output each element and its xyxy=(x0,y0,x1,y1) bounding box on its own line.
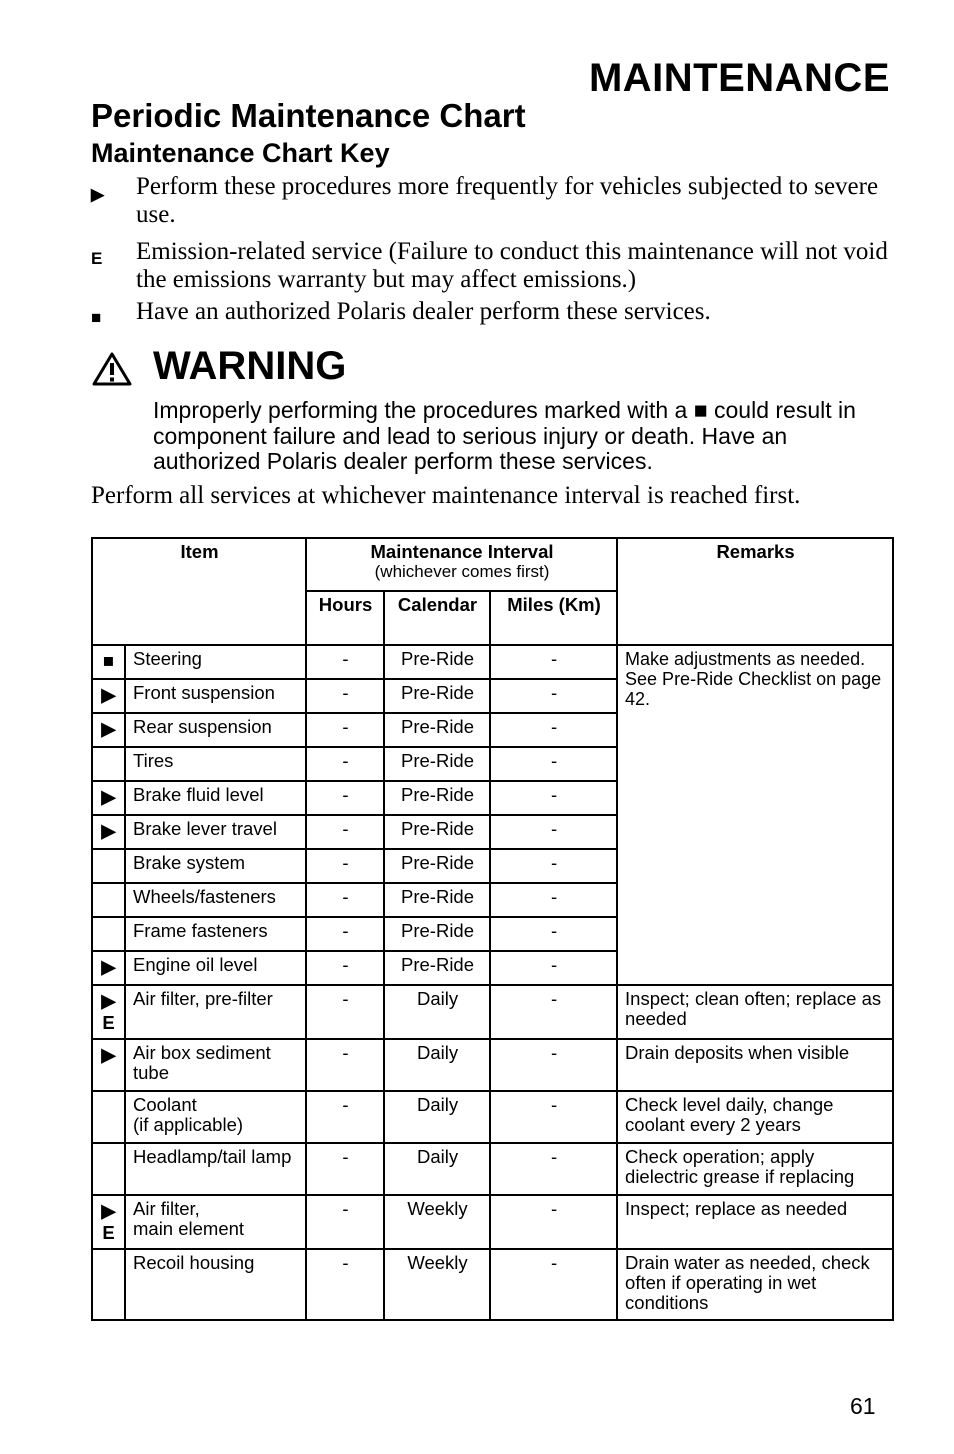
row-symbol xyxy=(92,985,125,1039)
row-item-line: Coolant xyxy=(133,1094,197,1115)
header-calendar: Calendar xyxy=(384,591,490,645)
key-item-text: Perform these procedures more frequently for vehicles subjected to severe use. xyxy=(136,173,879,228)
row-miles: - xyxy=(490,781,617,815)
row-miles: - xyxy=(490,747,617,781)
row-hours: - xyxy=(306,1249,384,1320)
row-hours: - xyxy=(306,1039,384,1091)
emission-e-icon: E xyxy=(91,249,103,268)
row-item: Brake lever travel xyxy=(125,815,306,849)
row-symbol: ▶ xyxy=(92,781,125,815)
row-item: Brake fluid level xyxy=(125,781,306,815)
row-miles: - xyxy=(490,679,617,713)
section-title: MAINTENANCE xyxy=(588,56,890,100)
key-heading: Maintenance Chart Key xyxy=(91,138,390,168)
row-calendar: Pre-Ride xyxy=(384,883,490,917)
row-item: Engine oil level xyxy=(125,951,306,985)
row-miles: - xyxy=(490,713,617,747)
row-hours: - xyxy=(306,679,384,713)
row-hours: - xyxy=(306,815,384,849)
row-calendar: Daily xyxy=(384,985,490,1039)
row-hours: - xyxy=(306,951,384,985)
row-item xyxy=(125,1091,306,1143)
row-symbol: ▶ xyxy=(92,951,125,985)
row-miles: - xyxy=(490,1249,617,1320)
square-icon: ■ xyxy=(91,308,102,327)
row-calendar: Pre-Ride xyxy=(384,917,490,951)
header-remarks: Remarks xyxy=(617,538,893,645)
row-remarks: Drain water as needed, check often if operating in wet conditions xyxy=(617,1249,893,1320)
key-item-text: Have an authorized Polaris dealer perform these services. xyxy=(136,298,711,325)
row-hours: - xyxy=(306,985,384,1039)
header-item: Item xyxy=(92,538,306,645)
row-item-note: (if applicable) xyxy=(133,1114,244,1135)
row-item: Rear suspension xyxy=(125,713,306,747)
row-calendar: Weekly xyxy=(384,1249,490,1320)
row-item: Front suspension xyxy=(125,679,306,713)
emission-e-icon: E xyxy=(102,1012,115,1033)
key-item-severe-use xyxy=(91,173,891,229)
row-symbol: ▶ xyxy=(92,1039,125,1091)
row-item: Steering xyxy=(125,645,306,679)
row-item: Tires xyxy=(125,747,306,781)
table-row xyxy=(92,1249,893,1320)
row-hours: - xyxy=(306,747,384,781)
row-miles: - xyxy=(490,849,617,883)
row-miles: - xyxy=(490,985,617,1039)
row-miles: - xyxy=(490,951,617,985)
row-item xyxy=(125,1195,306,1249)
page-heading: Periodic Maintenance Chart xyxy=(91,97,526,134)
row-symbol xyxy=(92,917,125,951)
row-hours: - xyxy=(306,849,384,883)
row-symbol xyxy=(92,1143,125,1195)
row-item: Brake system xyxy=(125,849,306,883)
row-miles: - xyxy=(490,1039,617,1091)
row-symbol xyxy=(92,1249,125,1320)
row-calendar: Pre-Ride xyxy=(384,679,490,713)
row-calendar: Pre-Ride xyxy=(384,951,490,985)
row-item: Frame fasteners xyxy=(125,917,306,951)
row-remarks: Check operation; apply dielectric grease if replacing xyxy=(617,1143,893,1195)
row-calendar: Weekly xyxy=(384,1195,490,1249)
header-miles: Miles (Km) xyxy=(490,591,617,645)
row-symbol: ▶ xyxy=(92,815,125,849)
row-miles: - xyxy=(490,815,617,849)
table-row xyxy=(92,1143,893,1195)
row-hours: - xyxy=(306,883,384,917)
row-miles: - xyxy=(490,883,617,917)
row-calendar: Pre-Ride xyxy=(384,747,490,781)
key-item-emission xyxy=(91,238,891,294)
page-number: 61 xyxy=(850,1393,876,1419)
warning-text: Improperly performing the procedures marked with a ■ could result in component failure and lead to serious injury or death. Have an authorized Polaris dealer perform these services. xyxy=(153,397,856,474)
row-miles: - xyxy=(490,1195,617,1249)
intro-text: Perform all services at whichever maintenance interval is reached first. xyxy=(91,482,801,509)
row-hours: - xyxy=(306,713,384,747)
row-symbol: ■ xyxy=(92,645,125,679)
row-item: Headlamp/tail lamp xyxy=(125,1143,306,1195)
row-symbol xyxy=(92,1091,125,1143)
row-calendar: Daily xyxy=(384,1143,490,1195)
row-remarks: Inspect; replace as needed xyxy=(617,1195,893,1249)
triangle-right-icon: ▶ xyxy=(91,185,105,204)
row-symbol xyxy=(92,883,125,917)
row-miles: - xyxy=(490,645,617,679)
triangle-right-icon: ▶ xyxy=(101,1200,116,1221)
row-remarks: Drain deposits when visible xyxy=(617,1039,893,1091)
row-calendar: Pre-Ride xyxy=(384,815,490,849)
row-symbol xyxy=(92,1195,125,1249)
row-hours: - xyxy=(306,781,384,815)
key-item-dealer xyxy=(91,298,891,326)
row-item: Recoil housing xyxy=(125,1249,306,1320)
row-symbol: ▶ xyxy=(92,679,125,713)
row-hours: - xyxy=(306,1091,384,1143)
row-calendar: Pre-Ride xyxy=(384,645,490,679)
row-calendar: Pre-Ride xyxy=(384,849,490,883)
row-item: Air box sediment tube xyxy=(125,1039,306,1091)
row-symbol xyxy=(92,849,125,883)
warning-icon xyxy=(92,352,132,386)
table-row xyxy=(92,645,893,679)
row-remarks: Inspect; clean often; replace as needed xyxy=(617,985,893,1039)
header-interval xyxy=(306,538,617,591)
row-remarks: Check level daily, change coolant every 2 years xyxy=(617,1091,893,1143)
row-miles: - xyxy=(490,917,617,951)
key-item-text: Emission-related service (Failure to conduct this maintenance will not void the emissions warranty but may affect emissions.) xyxy=(136,238,888,293)
triangle-right-icon: ▶ xyxy=(101,990,116,1011)
row-miles: - xyxy=(490,1143,617,1195)
header-hours: Hours xyxy=(306,591,384,645)
table-row xyxy=(92,985,893,1039)
row-calendar: Daily xyxy=(384,1091,490,1143)
table-row xyxy=(92,1195,893,1249)
emission-e-icon: E xyxy=(102,1222,115,1243)
row-hours: - xyxy=(306,1143,384,1195)
row-symbol: ▶ xyxy=(92,713,125,747)
row-symbol xyxy=(92,747,125,781)
row-calendar: Pre-Ride xyxy=(384,781,490,815)
row-calendar: Pre-Ride xyxy=(384,713,490,747)
row-item: Air filter, pre-filter xyxy=(125,985,306,1039)
row-calendar: Daily xyxy=(384,1039,490,1091)
header-interval-label: Maintenance Interval xyxy=(370,541,554,562)
header-interval-note: (whichever comes first) xyxy=(374,562,550,581)
row-hours: - xyxy=(306,1195,384,1249)
table-row xyxy=(92,1039,893,1091)
row-item: Wheels/fasteners xyxy=(125,883,306,917)
maintenance-table xyxy=(91,537,894,1321)
row-hours: - xyxy=(306,917,384,951)
row-hours: - xyxy=(306,645,384,679)
table-row xyxy=(92,1091,893,1143)
row-miles: - xyxy=(490,1091,617,1143)
row-remarks-shared: Make adjustments as needed. See Pre-Ride Checklist on page 42. xyxy=(617,645,893,985)
row-item-line: Air filter, xyxy=(133,1198,200,1219)
row-item-line: main element xyxy=(133,1218,245,1239)
warning-title: WARNING xyxy=(153,344,347,388)
